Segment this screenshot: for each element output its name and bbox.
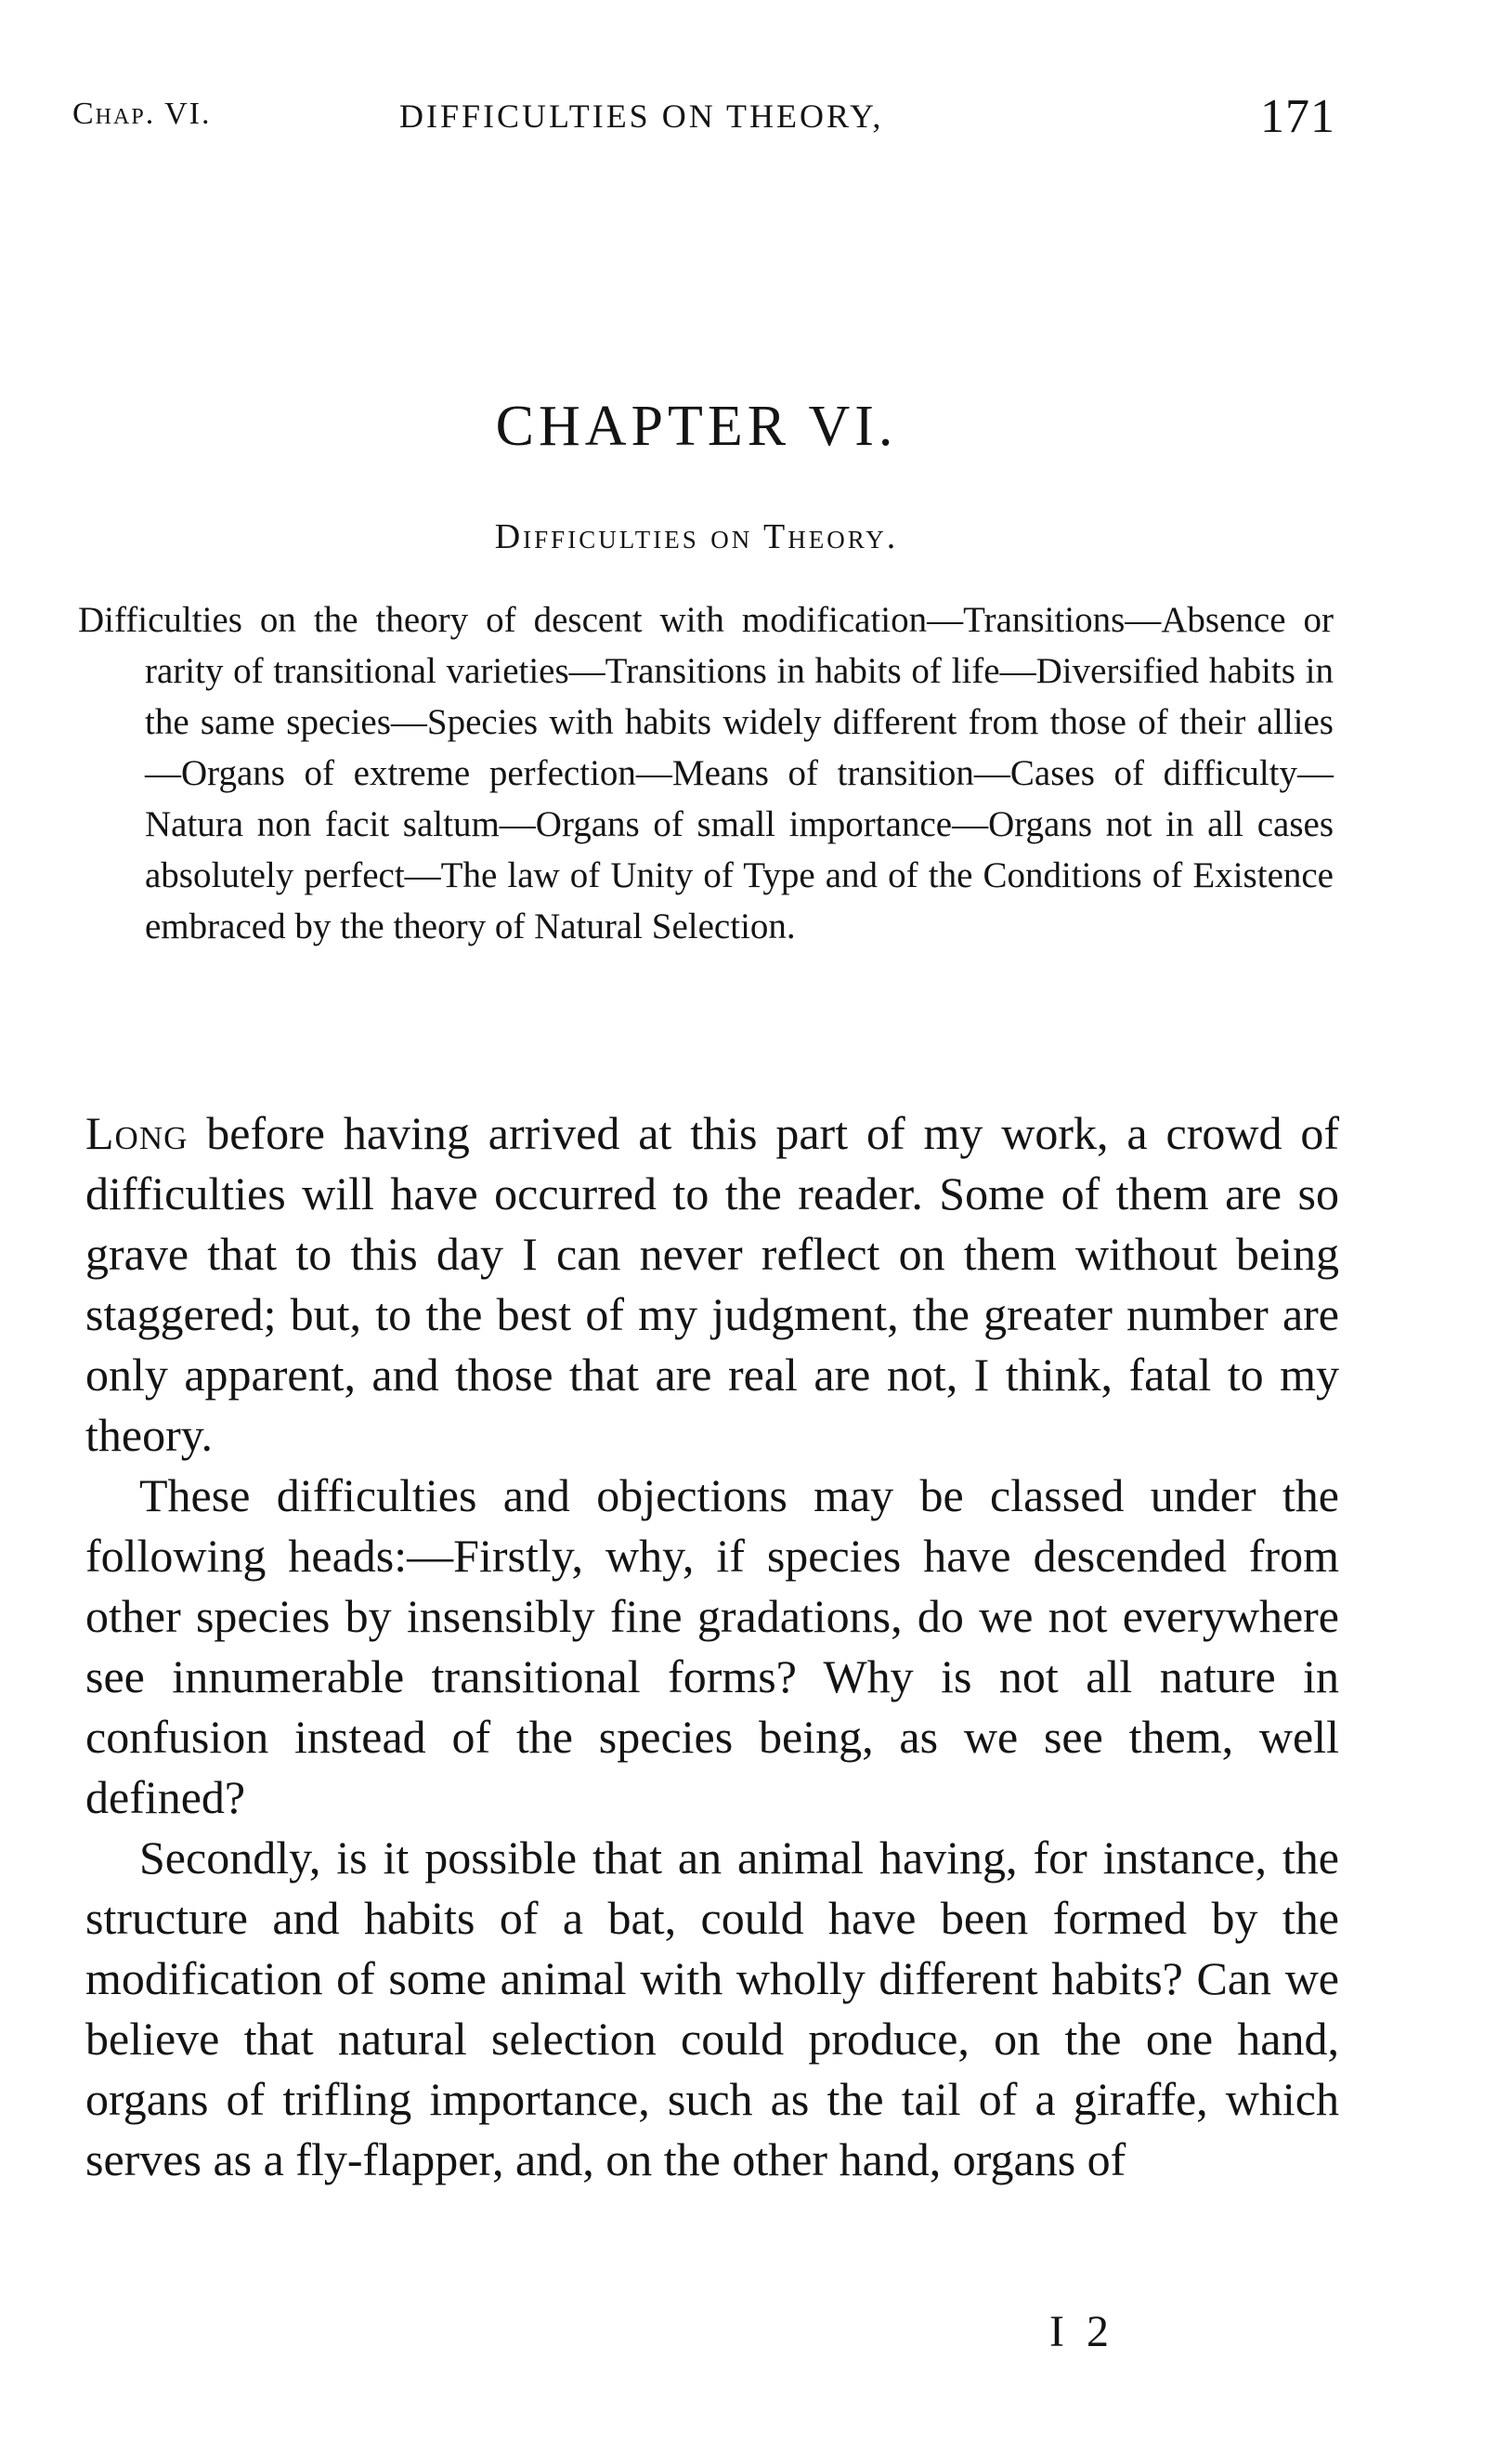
running-head (72, 89, 1335, 145)
page-number: 171 (1260, 90, 1335, 143)
paragraph-1-lead-word: Long (85, 1107, 189, 1159)
running-head-chapter: Chap. VI. (72, 97, 212, 131)
paragraph-1 (85, 1103, 1339, 1466)
paragraph-1-text: before having arrived at this part of my work, a crowd of difficulties will have occurred to the reader. Some of them are so grave that to this day I can never reflect on them without being staggered; but, to the best of my judgment, the greater number are only apparent, and those that are real are not, I think, fatal to my theory. (85, 1107, 1339, 1461)
chapter-subtitle: Difficulties on Theory. (494, 517, 899, 556)
paragraph-2: These difficulties and objections may be classed under the following heads:—Firstly, why, if species have descended from other species by insensibly fine gradations, do we not everywhere see innumerable transitional forms? Why is not all nature in confusion instead of the species being, as we see them, well defined? (85, 1469, 1339, 1823)
body-text (85, 1103, 1339, 2190)
paragraph-3: Secondly, is it possible that an animal having, for instance, the structure and habits of a bat, could have been formed by the modification of some animal with wholly different habits? Can we believe that natural selection could produce, on the one hand, organs of trifling importance, such as the tail of a giraffe, which serves as a fly-flapper, and, on the other hand, organs of (85, 1832, 1339, 2185)
signature-mark: I 2 (1049, 2307, 1114, 2356)
chapter-title: CHAPTER VI. (495, 395, 898, 458)
running-head-title: DIFFICULTIES ON THEORY, (399, 98, 884, 135)
chapter-synopsis: Difficulties on the theory of descent with modification—Transitions—Absence or rarity of transitional varieties—Transitions in habits of life—Diversified habits in the same species—Species with habits widely different from those of their allies—Organs of extreme perfection—Means of transition—Cases of difficulty—Natura non facit saltum—Organs of small importance—Organs not in all cases absolutely perfect—The law of Unity of Type and of the Conditions of Existence embraced by the theory of Natural Selection. (78, 600, 1334, 946)
